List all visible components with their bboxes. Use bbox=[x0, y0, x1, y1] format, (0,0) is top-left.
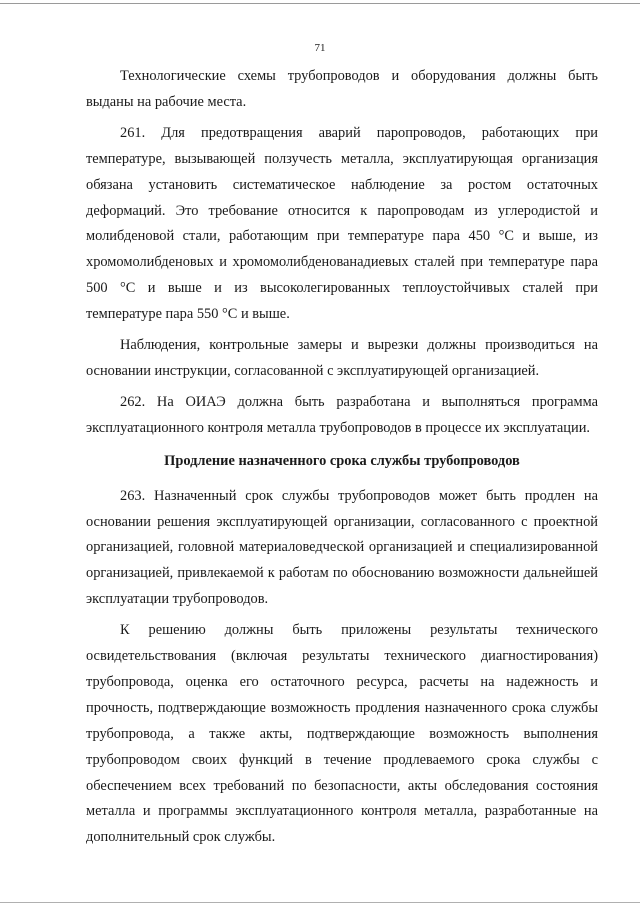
paragraph-261: 261. Для предотвращения аварий паропроводов, работающих при температуре, вызывающей ползучесть металла, эксплуатирующая организация обязана установить систематическое наблюдение за ростом остаточных деформаций. Это требование относится к паропроводам из углеродистой и молибденовой стали, работающим при температуре пара 450 °С и выше, из хромомолибденовых и хромомолибденованадиевых сталей при температуре пара 500 °С и выше и из высоколегированных теплоустойчивых сталей при температуре пара 550 °С и выше. bbox=[86, 124, 598, 323]
bottom-scan-edge bbox=[0, 902, 640, 903]
paragraph-262: 262. На ОИАЭ должна быть разработана и выполняться программа эксплуатационного контроля металла трубопроводов в процессе их эксплуатации. bbox=[86, 393, 598, 436]
document-body bbox=[86, 64, 598, 851]
top-scan-edge bbox=[0, 3, 640, 4]
section-heading: Продление назначенного срока службы трубопроводов bbox=[164, 452, 520, 469]
paragraph-schemes: Технологические схемы трубопроводов и оборудования должны быть выданы на рабочие места. bbox=[86, 68, 598, 110]
paragraph-261-observations: Наблюдения, контрольные замеры и вырезки должны производиться на основании инструкции, согласованной с эксплуатирующей организацией. bbox=[86, 337, 598, 379]
paragraph-263: 263. Назначенный срок службы трубопроводов может быть продлен на основании решения эксплуатирующей организации, согласованного с проектной организацией, головной материаловедческой организацией и специализированной организацией, привлекаемой к работам по обоснованию возможности дальнейшей эксплуатации трубопроводов. bbox=[86, 487, 598, 608]
paragraph-263-decision: К решению должны быть приложены результаты технического освидетельствования (включая результаты технического диагностирования) трубопровода, оценка его остаточного ресурса, расчеты на надежность и прочность, подтверждающие возможность продления назначенного срока службы трубопровода, а также акты, подтверждающие возможность выполнения трубопроводом своих функций в течение продлеваемого срока службы с обеспечением всех требований по безопасности, акты обследования состояния металла и программы эксплуатационного контроля металла, разработанные на дополнительный срок службы. bbox=[86, 622, 598, 846]
page-number: 71 bbox=[314, 42, 326, 54]
